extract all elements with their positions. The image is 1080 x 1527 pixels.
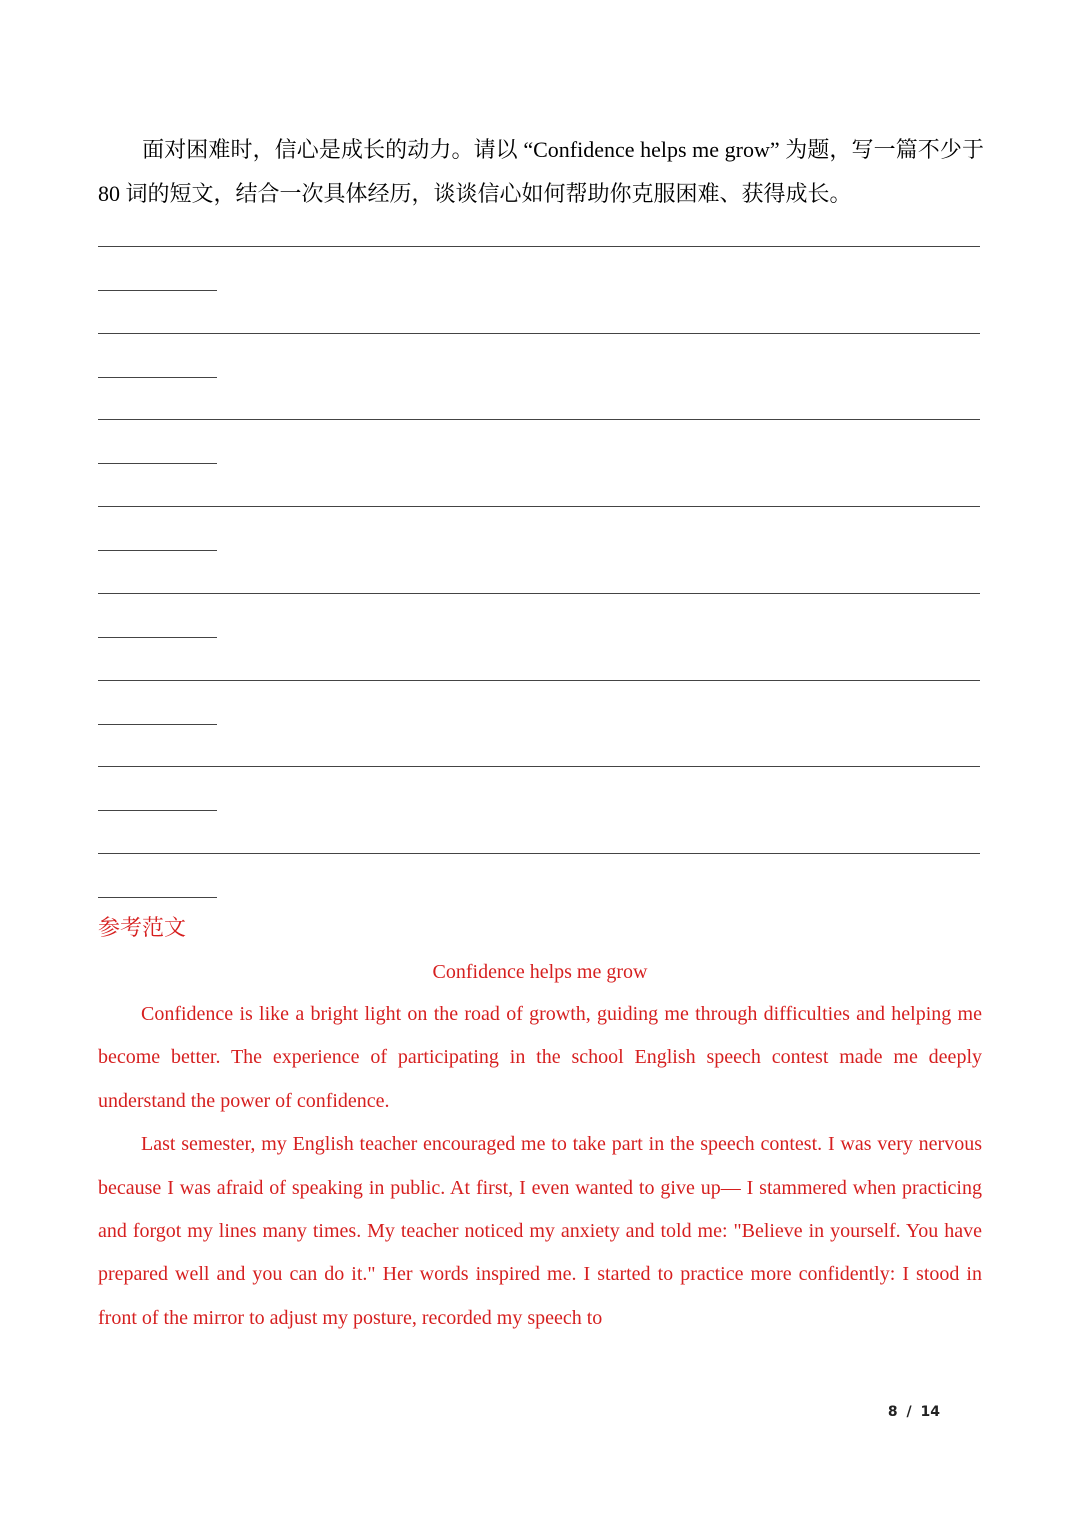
answer-line-short xyxy=(98,897,217,898)
answer-line-long xyxy=(98,506,980,507)
writing-prompt xyxy=(98,128,984,216)
answer-line-long xyxy=(98,853,980,854)
essay-body xyxy=(98,993,982,1340)
page-indicator: 8 / 14 xyxy=(887,1404,940,1420)
reference-label: 参考范文 xyxy=(98,915,187,940)
essay-title: Confidence helps me grow xyxy=(432,961,648,983)
answer-line-long xyxy=(98,419,980,420)
answer-line-short xyxy=(98,724,217,725)
essay-paragraph-2: Last semester, my English teacher encouraged me to take part in the speech contest. I was very nervous because I was afraid of speaking in public. At first, I even wanted to give up— I stammered when practicing and forgot my lines many times. My teacher noticed my anxiety and told me: "Believe in yourself. You have prepared well and you can do it." Her words inspired me. I started to practice more confidently: I stood in front of the mirror to adjust my posture, recorded my speech to xyxy=(98,1133,982,1329)
answer-line-long xyxy=(98,333,980,334)
answer-line-short xyxy=(98,377,217,378)
answer-line-short xyxy=(98,463,217,464)
essay-paragraph-1: Confidence is like a bright light on the road of growth, guiding me through difficulties and helping me become better. The experience of participating in the school English speech contest made me deeply understand the power of confidence. xyxy=(98,1003,982,1112)
answer-line-long xyxy=(98,766,980,767)
answer-line-short xyxy=(98,810,217,811)
answer-line-long xyxy=(98,593,980,594)
answer-line-short xyxy=(98,637,217,638)
answer-line-long xyxy=(98,680,980,681)
answer-line-short xyxy=(98,290,217,291)
answer-line-long xyxy=(98,246,980,247)
answer-line-short xyxy=(98,550,217,551)
prompt-text: 面对困难时，信心是成长的动力。请以 “Confidence helps me grow” 为题，写一篇不少于80 词的短文，结合一次具体经历，谈谈信心如何帮助你克服困难、获得成长。 xyxy=(98,137,984,206)
